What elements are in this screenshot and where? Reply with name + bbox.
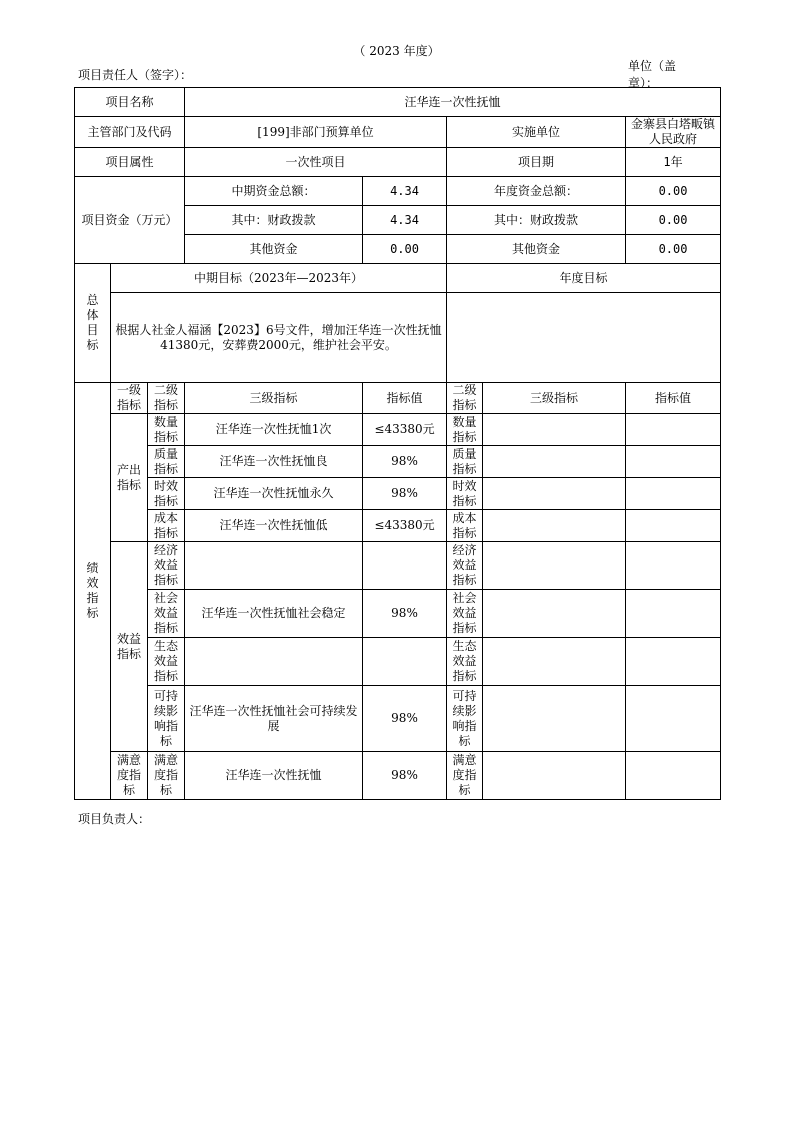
annual-l2-ecological: 生态效益指标 xyxy=(447,638,483,686)
annual-l2-sustainable: 可持续影响指标 xyxy=(447,686,483,752)
funds-label: 项目资金（万元） xyxy=(75,177,185,264)
unit-seal-label: 单位（盖章）： xyxy=(628,59,677,88)
row-project-name xyxy=(75,88,721,117)
col-val-header-annual: 指标值 xyxy=(626,383,721,414)
annual-l2-satisfaction: 满意度指标 xyxy=(447,752,483,800)
dept-value: [199]非部门预算单位 xyxy=(185,117,447,148)
l3-ecological xyxy=(185,638,363,686)
val-sustainable: 98% xyxy=(363,686,447,752)
annual-fiscal-label: 其中：财政拨款 xyxy=(447,206,626,235)
annual-goal-header: 年度目标 xyxy=(447,264,721,293)
l3-satisfaction: 汪华连一次性抚恤 xyxy=(185,752,363,800)
table-row xyxy=(75,590,721,638)
l3-cost: 汪华连一次性抚恤低 xyxy=(185,510,363,542)
row-goals-content xyxy=(75,293,721,383)
impl-unit-value: 金寨县白塔畈镇人民政府 xyxy=(626,117,721,148)
annual-val-empty xyxy=(626,752,721,800)
annual-fiscal-value: 0.00 xyxy=(626,206,721,235)
table-row xyxy=(75,752,721,800)
l2-cost: 成本指标 xyxy=(148,510,185,542)
mid-goal-text: 根据人社金人福涵【2023】6号文件，增加汪华连一次性抚恤41380元，安葬费2000元，维护社会平安。 xyxy=(111,293,447,383)
val-cost: ≤43380元 xyxy=(363,510,447,542)
mid-other-label: 其他资金 xyxy=(185,235,363,264)
dept-label: 主管部门及代码 xyxy=(75,117,185,148)
l3-quality: 汪华连一次性抚恤良 xyxy=(185,446,363,478)
col-val-header: 指标值 xyxy=(363,383,447,414)
l2-quality: 质量指标 xyxy=(148,446,185,478)
annual-val-empty xyxy=(626,542,721,590)
annual-l2-cost: 成本指标 xyxy=(447,510,483,542)
table-row xyxy=(75,638,721,686)
col-l2-header-annual: 二级指标 xyxy=(447,383,483,414)
val-social: 98% xyxy=(363,590,447,638)
annual-other-value: 0.00 xyxy=(626,235,721,264)
year-line: （ 2023 年度） xyxy=(353,44,440,58)
responsible-signature-label: 项目责任人（签字）： xyxy=(78,68,193,82)
l2-quantity: 数量指标 xyxy=(148,414,185,446)
table-row xyxy=(75,686,721,752)
row-attribute xyxy=(75,148,721,177)
row-perf-header xyxy=(75,383,721,414)
mid-fiscal-value: 4.34 xyxy=(363,206,447,235)
l1-benefit: 效益指标 xyxy=(111,542,148,752)
l3-sustainable: 汪华连一次性抚恤社会可持续发展 xyxy=(185,686,363,752)
col-l2-header: 二级指标 xyxy=(148,383,185,414)
table-row xyxy=(75,414,721,446)
l2-social: 社会效益指标 xyxy=(148,590,185,638)
table-row xyxy=(75,446,721,478)
annual-val-empty xyxy=(626,686,721,752)
l2-sustainable: 可持续影响指标 xyxy=(148,686,185,752)
annual-val-empty xyxy=(626,590,721,638)
annual-l2-quality: 质量指标 xyxy=(447,446,483,478)
col-l3-header-annual: 三级指标 xyxy=(483,383,626,414)
val-satisfaction: 98% xyxy=(363,752,447,800)
annual-val-empty xyxy=(626,414,721,446)
annual-val-empty xyxy=(626,478,721,510)
attr-label: 项目属性 xyxy=(75,148,185,177)
l1-satisfaction: 满意度指标 xyxy=(111,752,148,800)
annual-l3-empty xyxy=(483,414,626,446)
attr-value: 一次性项目 xyxy=(185,148,447,177)
performance-goal-table xyxy=(74,87,721,800)
mid-total-value: 4.34 xyxy=(363,177,447,206)
annual-val-empty xyxy=(626,638,721,686)
l2-economic: 经济效益指标 xyxy=(148,542,185,590)
annual-l3-empty xyxy=(483,590,626,638)
annual-l3-empty xyxy=(483,478,626,510)
annual-val-empty xyxy=(626,446,721,478)
row-funds-total xyxy=(75,177,721,206)
mid-other-value: 0.00 xyxy=(363,235,447,264)
col-l3-header: 三级指标 xyxy=(185,383,363,414)
val-timeliness: 98% xyxy=(363,478,447,510)
annual-l3-empty xyxy=(483,638,626,686)
annual-total-value: 0.00 xyxy=(626,177,721,206)
col-l1-header: 一级指标 xyxy=(111,383,148,414)
row-department xyxy=(75,117,721,148)
l2-timeliness: 时效指标 xyxy=(148,478,185,510)
annual-l3-empty xyxy=(483,752,626,800)
annual-val-empty xyxy=(626,510,721,542)
l2-satisfaction: 满意度指标 xyxy=(148,752,185,800)
impl-unit-label: 实施单位 xyxy=(447,117,626,148)
mid-goal-header: 中期目标（2023年—2023年） xyxy=(111,264,447,293)
l3-timeliness: 汪华连一次性抚恤永久 xyxy=(185,478,363,510)
annual-l2-timeliness: 时效指标 xyxy=(447,478,483,510)
project-lead-label: 项目负责人： xyxy=(78,812,151,826)
val-quantity: ≤43380元 xyxy=(363,414,447,446)
table-row xyxy=(75,542,721,590)
val-economic xyxy=(363,542,447,590)
table-row xyxy=(75,510,721,542)
annual-l2-economic: 经济效益指标 xyxy=(447,542,483,590)
mid-total-label: 中期资金总额： xyxy=(185,177,363,206)
annual-l3-empty xyxy=(483,542,626,590)
period-value: 1年 xyxy=(626,148,721,177)
project-name-value: 汪华连一次性抚恤 xyxy=(185,88,721,117)
annual-l2-quantity: 数量指标 xyxy=(447,414,483,446)
val-quality: 98% xyxy=(363,446,447,478)
l3-social: 汪华连一次性抚恤社会稳定 xyxy=(185,590,363,638)
mid-fiscal-label: 其中：财政拨款 xyxy=(185,206,363,235)
annual-other-label: 其他资金 xyxy=(447,235,626,264)
perf-label: 绩 效 指 标 xyxy=(75,383,111,800)
annual-goal-text xyxy=(447,293,721,383)
l3-economic xyxy=(185,542,363,590)
period-label: 项目期 xyxy=(447,148,626,177)
annual-l3-empty xyxy=(483,510,626,542)
l2-ecological: 生态效益指标 xyxy=(148,638,185,686)
val-ecological xyxy=(363,638,447,686)
annual-total-label: 年度资金总额： xyxy=(447,177,626,206)
row-goals-header xyxy=(75,264,721,293)
project-name-label: 项目名称 xyxy=(75,88,185,117)
table-row xyxy=(75,478,721,510)
annual-l2-social: 社会效益指标 xyxy=(447,590,483,638)
l3-quantity: 汪华连一次性抚恤1次 xyxy=(185,414,363,446)
l1-output: 产出指标 xyxy=(111,414,148,542)
annual-l3-empty xyxy=(483,446,626,478)
overall-goal-label: 总 体 目 标 xyxy=(75,264,111,383)
annual-l3-empty xyxy=(483,686,626,752)
